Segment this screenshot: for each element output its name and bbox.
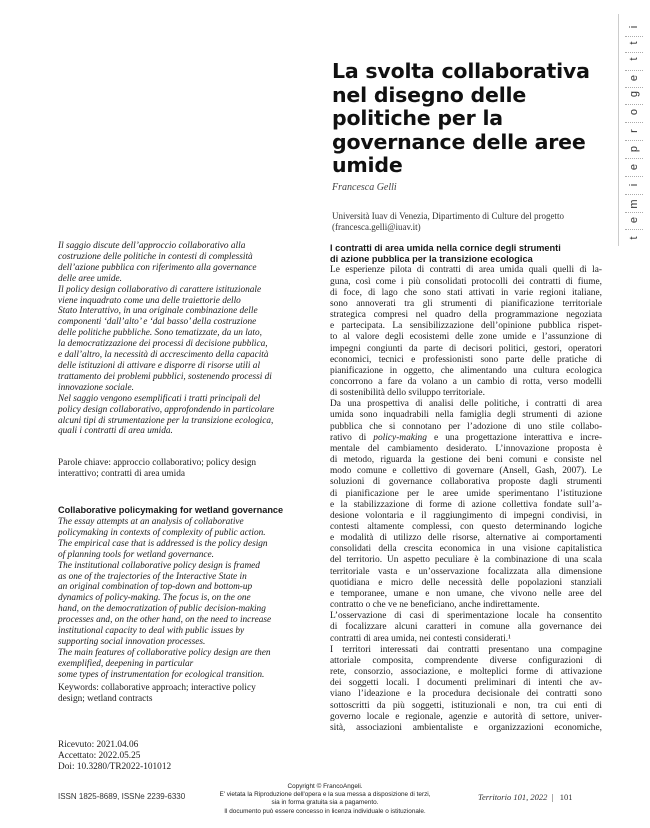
body-line: territoriale vasta e un’osservazione focalizzata alla dimensione — [330, 566, 602, 577]
body-line: mentale del cambiamento desiderato. L’innovazione proposta è — [330, 443, 602, 454]
abstract-line: policymaking in contexts of complexity of public action. — [58, 527, 266, 538]
side-label-letter: e — [628, 74, 640, 82]
body-line: L’osservazione di casi di sperimentazione locale ha consentito — [330, 611, 602, 622]
body-text — [330, 265, 602, 734]
abstract-line: Il policy design collaborativo di carattere istituzionale — [58, 284, 262, 295]
body-line: umida sono inquadrabili nella famiglia degli strumenti di azione — [330, 410, 602, 421]
copyright-line: Copyright © FrancoAngeli. — [287, 783, 363, 790]
body-line: desione volontaria e il raggiungimento di impegni condivisi, in — [330, 510, 602, 521]
body-line: contratto o che ve ne beneficiano, anche indirettamente. — [330, 600, 540, 611]
abstract-line: policy design collaborativo, approfondendo in particolare — [58, 404, 275, 415]
side-label-letter: e — [628, 216, 640, 224]
section-heading-line: I contratti di area umida nella cornice degli strumenti — [330, 243, 561, 253]
body-line: strategica compresi nel quadro della programmazione negoziata — [330, 310, 602, 321]
body-line: contratti di area umida, nei contesti considerati.¹ — [330, 633, 511, 644]
body-line: modo comune e collettivo di governare (Ansell, Gash, 2007). Le — [330, 466, 602, 477]
abstract-line: dell’azione pubblica con riferimento alla governance — [58, 262, 257, 273]
abstract-line: viene inquadrato come una delle traiettorie dello — [58, 295, 241, 306]
side-label-letter: t — [628, 57, 640, 61]
abstract-line: Nel saggio vengono esemplificati i tratti principali del — [58, 393, 261, 404]
copyright-line: E' vietata la Riproduzione dell'opera e la sua messa a disposizione di terzi, — [219, 791, 431, 799]
body-line: Da una prospettiva di analisi delle politiche, i contratti di area — [330, 399, 602, 410]
abstract-line: of planning tools for wetland governance. — [58, 549, 214, 560]
keywords-italian — [58, 458, 298, 480]
abstract-line: costruzione delle politiche in contesti di complessità — [58, 251, 253, 262]
abstract-line: institutional capacity to deal with public issues by — [58, 626, 245, 637]
author-name: Francesca Gelli — [332, 182, 397, 193]
body-line: e modalità di utilizzo delle risorse, alternative ai comportamenti — [330, 533, 602, 544]
abstract-line: la democratizzazione dei processi di decisione pubblica, — [58, 339, 268, 350]
section-heading-line: di azione pubblica per la transizione ecologica — [330, 254, 533, 265]
page-number: 101 — [559, 792, 573, 802]
author-affiliation — [332, 211, 602, 233]
article-dates — [58, 740, 298, 773]
keywords-line: Parole chiave: approccio collaborativo; policy design — [58, 458, 257, 468]
side-label-letter: i — [628, 183, 640, 187]
abstract-line: quali i contratti di area umida. — [58, 426, 173, 437]
side-label-letter: r — [628, 129, 640, 133]
body-line: economici, tecnici e professionisti sono parte delle pratiche di — [330, 354, 602, 365]
copyright-notice — [200, 783, 450, 816]
body-line: quotidiana e micro delle necessità delle popolazioni stanziali — [330, 577, 602, 588]
copyright-line: sia in forma gratuita sia a pagamento. — [271, 799, 379, 807]
keywords-english — [58, 683, 298, 705]
abstract-line: Il saggio discute dell’approccio collaborativo alla — [58, 241, 246, 251]
body-line: e la stabilizzazione di forme di azione collettiva fondate sull’a- — [330, 499, 602, 510]
body-line: di focalizzare alcuni caratteri in comune alla governance dei — [330, 622, 602, 633]
side-label-letter: m — [628, 199, 640, 209]
body-line: I territori interessati dai contratti presentano una compagine — [330, 644, 602, 655]
abstract-line: The essay attempts at an analysis of collaborative — [58, 517, 244, 527]
abstract-line: trattamento dei problemi pubblici, sostenendo processi di — [58, 371, 272, 382]
side-label-letter: t — [628, 41, 640, 45]
abstract-line: dynamics of policy-making. The focus is, on the one — [58, 593, 251, 604]
body-line: to al valore degli ecosistemi delle zone umide e l’assunzione di — [330, 332, 602, 343]
side-section-label — [618, 14, 643, 246]
body-line: pubblica che si connotano per l’adozione di uno stile collabo- — [330, 421, 602, 432]
date-line: Ricevuto: 2021.04.06 — [58, 740, 139, 750]
body-line: rete, consorzio, associazione, e molteplici forme di attivazione — [330, 667, 602, 678]
body-line: e temporanee, umane e non umane, che vivono nelle aree del — [330, 588, 602, 599]
abstract-line: The institutional collaborative policy design is framed — [58, 560, 260, 571]
abstract-line: delle istituzioni di attivare e disporre di risorse utili al — [58, 360, 261, 371]
article-title: La svolta collaborativa nel disegno delle politiche per la governance delle aree umide — [332, 59, 590, 177]
body-column — [330, 243, 602, 734]
side-label-letter: p — [628, 145, 640, 153]
issn: ISSN 1825-8689, ISSNe 2239-6330 — [58, 792, 186, 801]
body-line: consolidati della crescita economica in una visione capitalistica — [330, 544, 602, 555]
body-line: e partecipata. La sensibilizzazione dell’opinione pubblica rispet- — [330, 321, 602, 332]
side-label-letter: o — [628, 108, 640, 116]
body-line: sità, associazioni ambientaliste e organizzazioni economiche, — [330, 722, 602, 733]
abstract-line: componenti ‘dall’alto’ e ‘dal basso’ della costruzione — [58, 317, 257, 328]
side-label-letter: t — [628, 236, 640, 240]
abstract-line: innovazione sociale. — [58, 382, 134, 393]
body-line: concorrono a fare da volano a un cambio di rotta, verso modelli — [330, 376, 602, 387]
date-line: Doi: 10.3280/TR2022-101012 — [58, 761, 172, 772]
body-line: di sostenibilità dello sviluppo territoriale. — [330, 388, 485, 399]
body-line: soluzioni di governance collaborativa proposte dagli strumenti — [330, 477, 602, 488]
journal-info — [478, 792, 572, 802]
body-line: viano l’ideazione e la procedura decisionale dei contratti sono — [330, 689, 602, 700]
body-line: sottoscritti da più soggetti, istituzionali e non, tra cui enti di — [330, 700, 602, 711]
separator: | — [549, 792, 558, 802]
side-label-letter: g — [628, 90, 640, 98]
keywords-line: interattivo; contratti di area umida — [58, 468, 186, 479]
body-line: dei soggetti locali. I documenti preliminari di intenti che av- — [330, 678, 602, 689]
body-line: di foce, di lago che sono stati attivati in varie regioni italiane, — [330, 287, 602, 298]
body-line: rativo di policy-making e una progettazione interattiva e incre- — [330, 432, 602, 443]
body-line: di pianificazione per le aree umide sperimentano l’istituzione — [330, 488, 602, 499]
abstract-line: The main features of collaborative policy design are then — [58, 647, 271, 658]
body-line: del territorio. Un aspetto peculiare è la combinazione di una scala — [330, 555, 602, 566]
abstract-italian — [58, 241, 298, 437]
body-line: Le esperienze pilota di contratti di area umida quali quelli di la- — [330, 265, 602, 276]
keywords-line: design; wetland contracts — [58, 693, 153, 704]
date-line: Accettato: 2022.05.25 — [58, 750, 141, 761]
affiliation-email: (francesca.gelli@iuav.it) — [332, 222, 421, 232]
abstract-line: processes and, on the other hand, on the need to increase — [58, 615, 272, 626]
abstract-line: e dall’altro, la necessità di accrescimento della capacità — [58, 350, 269, 361]
copyright-line: Il documento può essere concesso in licenza individuale o istituzionale. — [224, 807, 426, 815]
body-line: attoriale composita, comprendente diverse configurazioni di — [330, 655, 602, 666]
abstract-line: The empirical case that is addressed is the policy design — [58, 538, 268, 549]
english-title: Collaborative policymaking for wetland governance — [58, 505, 284, 515]
body-line: guna, così come i più consolidati protocolli dei contratti di fiume, — [330, 276, 602, 287]
abstract-english — [58, 517, 298, 681]
abstract-line: exemplified, deepening in particular — [58, 658, 194, 669]
body-line: impegni congiunti da parte di decisori politici, gestori, operatori — [330, 343, 602, 354]
body-line: sono annoverati tra gli strumenti di pianificazione territoriale — [330, 298, 602, 309]
abstract-line: alcuni tipi di strumentazione per la transizione ecologica, — [58, 415, 274, 426]
keywords-line: Keywords: collaborative approach; interactive policy — [58, 683, 256, 693]
abstract-line: as one of the trajectories of the Interactive State in — [58, 571, 247, 582]
body-line: di metodo, riguarda la gestione dei beni comuni e consiste nel — [330, 455, 602, 466]
abstract-line: Stato Interattivo, in una originale combinazione delle — [58, 306, 258, 317]
abstract-line: an original combination of top-down and bottom-up — [58, 582, 253, 593]
side-label-letter: i — [628, 25, 640, 29]
abstract-line: delle politiche pubbliche. Sono tematizzate, da un lato, — [58, 328, 262, 339]
abstract-line: delle aree umide. — [58, 273, 122, 284]
abstract-line: some types of instrumentation for ecological transition. — [58, 669, 265, 680]
body-line: governo locale e regionale, agenzie e autorità di settore, univer- — [330, 711, 602, 722]
body-line: pianificazione in oggetto, che alimentando una cultura ecologica — [330, 365, 602, 376]
journal-name: Territorio 101, 2022 — [478, 792, 548, 802]
abstract-line: supporting social innovation processes. — [58, 636, 206, 647]
affiliation-line: Università Iuav di Venezia, Dipartimento di Culture del progetto — [332, 211, 565, 221]
body-line: contesti altamente complessi, con questo determinando logiche — [330, 522, 602, 532]
side-label-letter: e — [628, 163, 640, 171]
section-heading — [330, 243, 602, 265]
abstract-line: hand, on the democratization of public decision-making — [58, 604, 266, 615]
